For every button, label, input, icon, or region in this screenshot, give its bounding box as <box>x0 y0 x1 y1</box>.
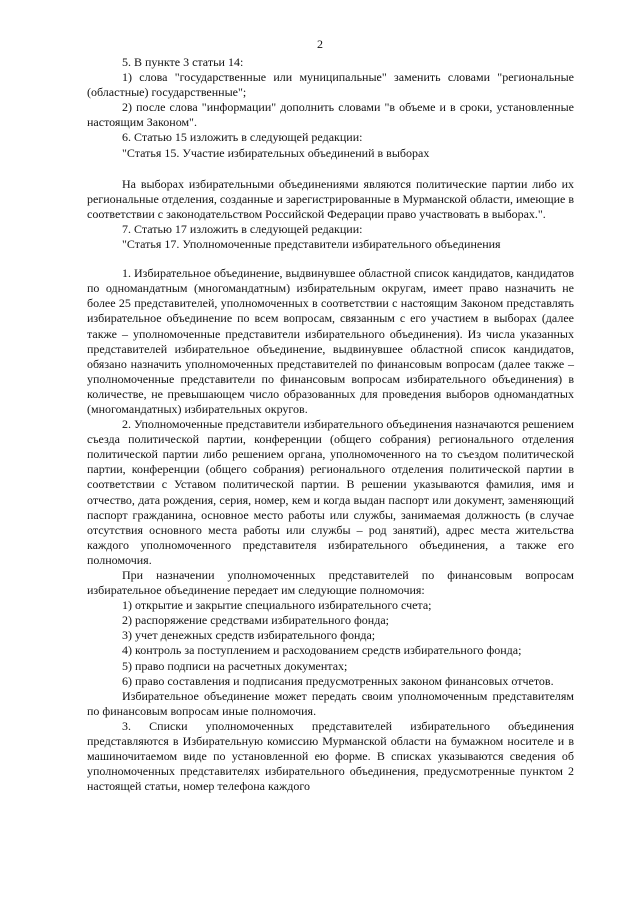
article-17-point-1: 1. Избирательное объединение, выдвинувшее областной список кандидатов, кандидатов по одномандатным (многомандатным) избирательным округам, имеет право назначить не более 25 представителей, уполномоченных в соответствии с настоящим Законом представлять избирательное объединение по всем вопросам, связанным с его участием в выборах (далее также – уполномоченные представители избирательного объединения). Из числа указанных представителей избирательное объединение, выдвинувшее областной список кандидатов, обязано назначить уполномоченных представителей по финансовым вопросам (далее также – уполномоченные представители по финансовым вопросам избирательного объединения) в количестве, не превышающем число образованных для проведения выборов одномандатных (многомандатных) избирательных округов. <box>87 266 574 416</box>
article-17-heading: "Статья 17. Уполномоченные представители избирательного объединения <box>122 237 501 252</box>
paragraph-item-6: 6. Статью 15 изложить в следующей редакции: <box>122 130 363 145</box>
paragraph-item-5: 5. В пункте 3 статьи 14: <box>122 55 244 69</box>
other-powers-paragraph: Избирательное объединение может передать своим уполномоченным представителям по финансовым вопросам иные полномочия. <box>87 688 574 718</box>
power-item-6: 6) право составления и подписания предусмотренных законом финансовых отчетов. <box>122 673 554 688</box>
article-17-point-3: 3. Списки уполномоченных представителей избирательного объединения представляются в Избирательную комиссию Мурманской области на бумажном носителе и в машиночитаемом виде по установленной ею форме. В списках указываются сведения об уполномоченных представителях избирательного объединения, предусмотренные пунктом 2 настоящей статьи, номер телефона каждого <box>87 718 574 794</box>
financial-powers-intro: При назначении уполномоченных представителей по финансовым вопросам избирательное объединение передает им следующие полномочия: <box>87 568 574 598</box>
paragraph-subitem-2: 2) после слова "информации" дополнить словами "в объеме и в сроки, установленные настоящим Законом". <box>87 100 574 130</box>
page-number: 2 <box>317 37 323 51</box>
power-item-1: 1) открытие и закрытие специального избирательного счета; <box>122 598 432 613</box>
power-item-4: 4) контроль за поступлением и расходованием средств избирательного фонда; <box>122 643 522 658</box>
power-item-5: 5) право подписи на расчетных документах; <box>122 658 348 673</box>
document-body <box>87 55 574 794</box>
paragraph-item-7: 7. Статью 17 изложить в следующей редакции: <box>122 221 363 236</box>
article-15-heading: "Статья 15. Участие избирательных объединений в выборах <box>122 145 430 160</box>
paragraph-subitem-1: 1) слова "государственные или муниципальные" заменить словами "региональные (областные) государственные"; <box>87 70 574 100</box>
power-item-3: 3) учет денежных средств избирательного фонда; <box>122 628 376 643</box>
article-15-body: На выборах избирательными объединениями являются политические партии либо их региональные отделения, созданные и зарегистрированные в Мурманской области, имеющие в соответствии с законодательством Российской Федерации право участвовать в выборах.". <box>87 176 574 221</box>
power-item-2: 2) распоряжение средствами избирательного фонда; <box>122 613 389 628</box>
article-17-point-2: 2. Уполномоченные представители избирательного объединения назначаются решением съезда политической партии, конференции (общего собрания) регионального отделения политической партии либо решением органа, уполномоченного на то съездом политической партии, конференции (общего собрания) регионального отделения политической партии в соответствии с Уставом политической партии. В решении указываются фамилия, имя и отчество, дата рождения, серия, номер, кем и когда выдан паспорт или документ, заменяющий паспорт гражданина, основное место работы или службы, занимаемая должность (в случае отсутствия основного места работы или службы – род занятий), адрес места жительства каждого уполномоченного представителя избирательного объединения, а также его полномочия. <box>87 417 574 567</box>
